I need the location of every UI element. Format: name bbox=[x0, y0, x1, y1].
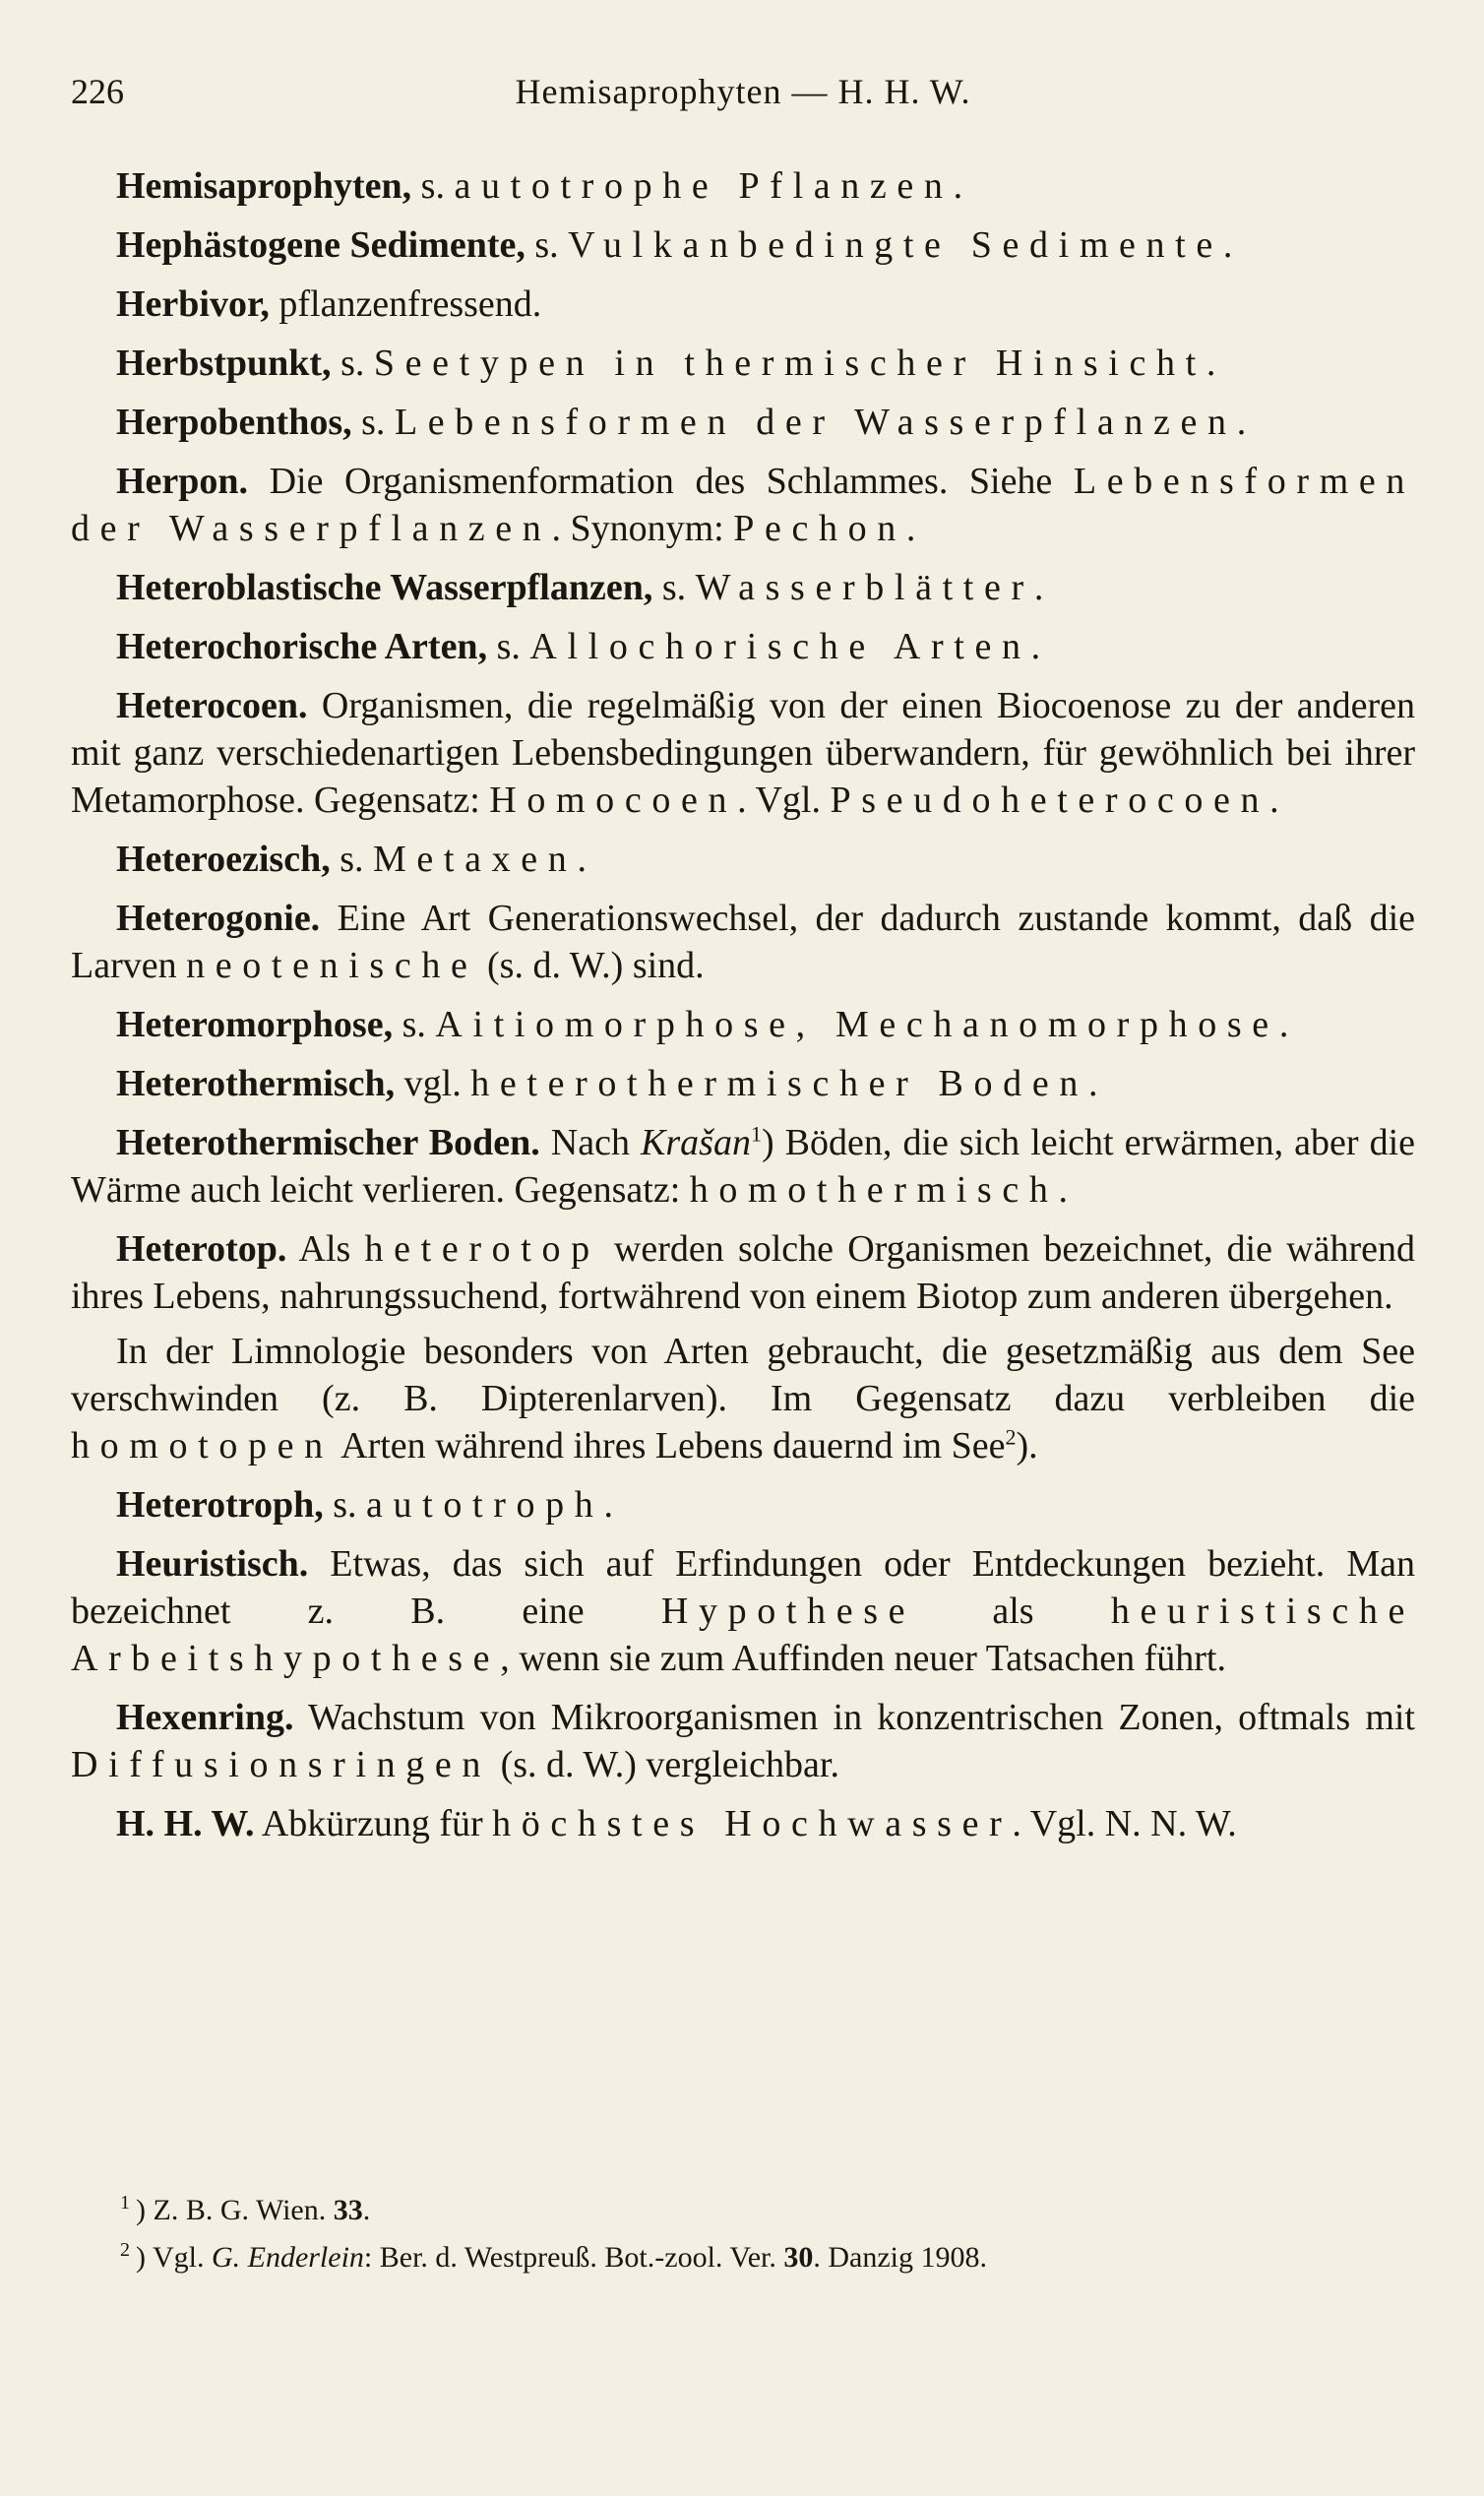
entry-text: . bbox=[1278, 1004, 1289, 1045]
spaced-reference: Seetypen in thermischer Hinsicht bbox=[373, 343, 1206, 384]
entry-text: s. bbox=[525, 224, 569, 266]
entry-term: Heterogonie. bbox=[116, 898, 321, 939]
entry-text: . bbox=[1236, 402, 1247, 443]
entry-text: . bbox=[1030, 626, 1041, 667]
footnote-text: ) Z. B. G. Wien. bbox=[136, 2194, 334, 2226]
footnote-text: . bbox=[362, 2194, 371, 2226]
entry-term: Herpon. bbox=[116, 461, 249, 502]
entry-text: Abkürzung für bbox=[254, 1803, 493, 1844]
entry-text: s. bbox=[330, 839, 373, 880]
spaced-reference: Diffusionsringen bbox=[71, 1744, 492, 1785]
entry-text: Nach bbox=[539, 1122, 642, 1163]
spaced-reference: autotrophe Pflanzen bbox=[454, 165, 954, 207]
entry-text: s. bbox=[331, 343, 374, 384]
entry-continuation bbox=[71, 1328, 1415, 1469]
entry-text: . bbox=[905, 508, 916, 549]
dictionary-entry bbox=[71, 1001, 1415, 1048]
spaced-reference: Hypothese bbox=[660, 1591, 916, 1632]
entry-text: . bbox=[1206, 343, 1216, 384]
spaced-reference: homotopen bbox=[71, 1425, 334, 1466]
dictionary-entry bbox=[71, 340, 1415, 387]
entry-text: Eine Art Generationswechsel, der dadurch zustande kommt, daß die Larven bbox=[71, 898, 1415, 986]
spaced-reference: Vulkanbedingte Sedimente bbox=[568, 224, 1223, 266]
entry-term: Hexenring. bbox=[116, 1697, 294, 1738]
entry-term: Heterocoen. bbox=[116, 685, 308, 726]
spaced-reference: Lebensformen der Wasserpflanzen bbox=[394, 402, 1237, 443]
volume-number: 33 bbox=[333, 2194, 363, 2226]
spaced-reference: Homocoen bbox=[489, 780, 738, 821]
page-header bbox=[71, 71, 1415, 120]
entry-text: . Vgl. N. N. W. bbox=[1012, 1803, 1237, 1844]
dictionary-entry bbox=[71, 458, 1415, 552]
footnote bbox=[120, 2187, 1415, 2234]
entry-text: ). bbox=[1016, 1425, 1038, 1466]
spaced-reference: Allochorische Arten bbox=[529, 626, 1031, 667]
dictionary-entry bbox=[71, 564, 1415, 611]
dictionary-entry bbox=[71, 221, 1415, 269]
running-head: Hemisaprophyten — H. H. W. bbox=[515, 72, 971, 111]
entry-text: werden solche Organismen bezeichnet, die während ihres Lebens, nahrungssuchend, fortwährend von einem Biotop zum anderen übergehen. bbox=[71, 1228, 1415, 1317]
dictionary-entry bbox=[71, 1119, 1415, 1214]
entry-text: s. bbox=[351, 402, 395, 443]
entry-term: Heterothermischer Boden. bbox=[116, 1122, 540, 1163]
dictionary-entry bbox=[71, 1481, 1415, 1529]
entry-text: . bbox=[953, 165, 963, 207]
entry-text: s. bbox=[411, 165, 455, 207]
entry-text: ) Böden, die sich leicht erwärmen, aber die Wärme auch leicht verlieren. Gegensatz: bbox=[71, 1122, 1415, 1211]
footnote-ref: 2 bbox=[1005, 1424, 1017, 1450]
entry-term: Heterochorische Arten, bbox=[116, 626, 488, 667]
entry-text: Organismen, die regelmäßig von der einen Biocoenose zu der anderen mit ganz verschiedenartigen Lebensbedingungen überwandern, für gewöhnlich bei ihrer Metamorphose. Gegensatz: bbox=[71, 685, 1415, 821]
entry-text: Arten während ihres Lebens dauernd im See bbox=[333, 1425, 1006, 1466]
footnote bbox=[120, 2234, 1415, 2281]
entry-text: Als bbox=[286, 1228, 365, 1270]
entry-term: Herbivor, bbox=[116, 283, 270, 325]
entry-text: (s. d. W.) vergleichbar. bbox=[491, 1744, 839, 1785]
spaced-reference: Metaxen bbox=[373, 839, 578, 880]
volume-number: 30 bbox=[783, 2241, 814, 2274]
dictionary-entries bbox=[71, 162, 1415, 1859]
entry-text: s. bbox=[487, 626, 530, 667]
entry-text: Wachstum von Mikroorganismen in konzentrischen Zonen, oftmals mit bbox=[293, 1697, 1415, 1738]
footnote-mark: 2 bbox=[120, 2239, 130, 2261]
footnote-text: . Danzig 1908. bbox=[813, 2241, 987, 2274]
dictionary-entry bbox=[71, 682, 1415, 824]
dictionary-entry bbox=[71, 1060, 1415, 1107]
spaced-reference: Pseudoheterocoen bbox=[830, 780, 1270, 821]
spaced-reference: autotroph bbox=[366, 1484, 604, 1526]
entry-term: Heteromorphose, bbox=[116, 1004, 394, 1045]
page-number: 226 bbox=[71, 72, 124, 111]
entry-text: (s. d. W.) sind. bbox=[477, 945, 705, 986]
footnotes bbox=[120, 2187, 1415, 2281]
spaced-reference: Pechon bbox=[733, 508, 906, 549]
spaced-reference: höchstes Hochwasser bbox=[492, 1803, 1013, 1844]
spaced-reference: Aitiomorphose, Mechanomorphose bbox=[435, 1004, 1279, 1045]
entry-text: Die Organismenformation des Schlammes. Siehe bbox=[248, 461, 1074, 502]
entry-text: s. bbox=[652, 567, 696, 608]
spaced-reference: heterothermischer Boden bbox=[470, 1063, 1088, 1104]
entry-text: s. bbox=[393, 1004, 436, 1045]
spaced-reference: Lebensformen der Wasserpflanzen bbox=[71, 461, 1415, 549]
dictionary-entry bbox=[71, 162, 1415, 210]
entry-text: . Synonym: bbox=[551, 508, 734, 549]
spaced-reference: Wasserblätter bbox=[695, 567, 1034, 608]
entry-text: . Vgl. bbox=[737, 780, 831, 821]
footnote-text: ) Vgl. bbox=[136, 2241, 212, 2274]
dictionary-entry bbox=[71, 895, 1415, 989]
entry-term: Heterothermisch, bbox=[116, 1063, 396, 1104]
entry-term: Heterotroph, bbox=[116, 1484, 324, 1526]
dictionary-entry bbox=[71, 836, 1415, 883]
entry-text: Etwas, das sich auf Erfindungen oder Entdeckungen bezieht. Man bezeichnet z. B. eine bbox=[71, 1543, 1415, 1632]
spaced-reference: heuristische Arbeitshypothese bbox=[71, 1591, 1415, 1679]
dictionary-entry bbox=[71, 281, 1415, 328]
entry-text: . bbox=[577, 839, 587, 880]
entry-text: In der Limnologie besonders von Arten gebraucht, die gesetzmäßig aus dem See verschwinden (z. B. Dipterenlarven). Im Gegensatz dazu verbleiben die bbox=[71, 1331, 1415, 1419]
spaced-reference: heterotop bbox=[364, 1228, 600, 1270]
dictionary-entry bbox=[71, 1800, 1415, 1847]
entry-text: . bbox=[1269, 780, 1279, 821]
footnote-ref: 1 bbox=[750, 1121, 762, 1147]
entry-term: Heuristisch. bbox=[116, 1543, 309, 1585]
entry-text: . bbox=[1222, 224, 1233, 266]
footnote-mark: 1 bbox=[120, 2192, 130, 2214]
entry-term: Herpobenthos, bbox=[116, 402, 352, 443]
entry-text: s. bbox=[323, 1484, 367, 1526]
dictionary-entry bbox=[71, 623, 1415, 670]
spaced-reference: neotenische bbox=[186, 945, 478, 986]
entry-text: . bbox=[603, 1484, 613, 1526]
entry-term: H. H. W. bbox=[116, 1803, 255, 1844]
entry-text: . bbox=[1033, 567, 1044, 608]
footnote-text: : Ber. d. Westpreuß. Bot.-zool. Ver. bbox=[363, 2241, 784, 2274]
entry-term: Herbstpunkt, bbox=[116, 343, 332, 384]
entry-text: vgl. bbox=[395, 1063, 471, 1104]
spaced-reference: homothermisch bbox=[689, 1169, 1059, 1211]
entry-text: als bbox=[915, 1591, 1111, 1632]
entry-term: Hephästogene Sedimente, bbox=[116, 224, 526, 266]
dictionary-entry bbox=[71, 1694, 1415, 1788]
dictionary-entry bbox=[71, 1540, 1415, 1682]
entry-term: Hemisaprophyten, bbox=[116, 165, 412, 207]
author-name: Krašan bbox=[641, 1122, 751, 1163]
dictionary-entry bbox=[71, 399, 1415, 446]
entry-text: , wenn sie zum Auffinden neuer Tatsachen führt. bbox=[500, 1638, 1226, 1679]
entry-term: Heteroblastische Wasserpflanzen, bbox=[116, 567, 653, 608]
author-name: G. Enderlein bbox=[211, 2241, 364, 2274]
entry-text: . bbox=[1087, 1063, 1098, 1104]
entry-text: . bbox=[1058, 1169, 1069, 1211]
dictionary-entry bbox=[71, 1225, 1415, 1320]
entry-text: pflanzenfressend. bbox=[269, 283, 542, 325]
entry-term: Heteroezisch, bbox=[116, 839, 331, 880]
entry-term: Heterotop. bbox=[116, 1228, 287, 1270]
